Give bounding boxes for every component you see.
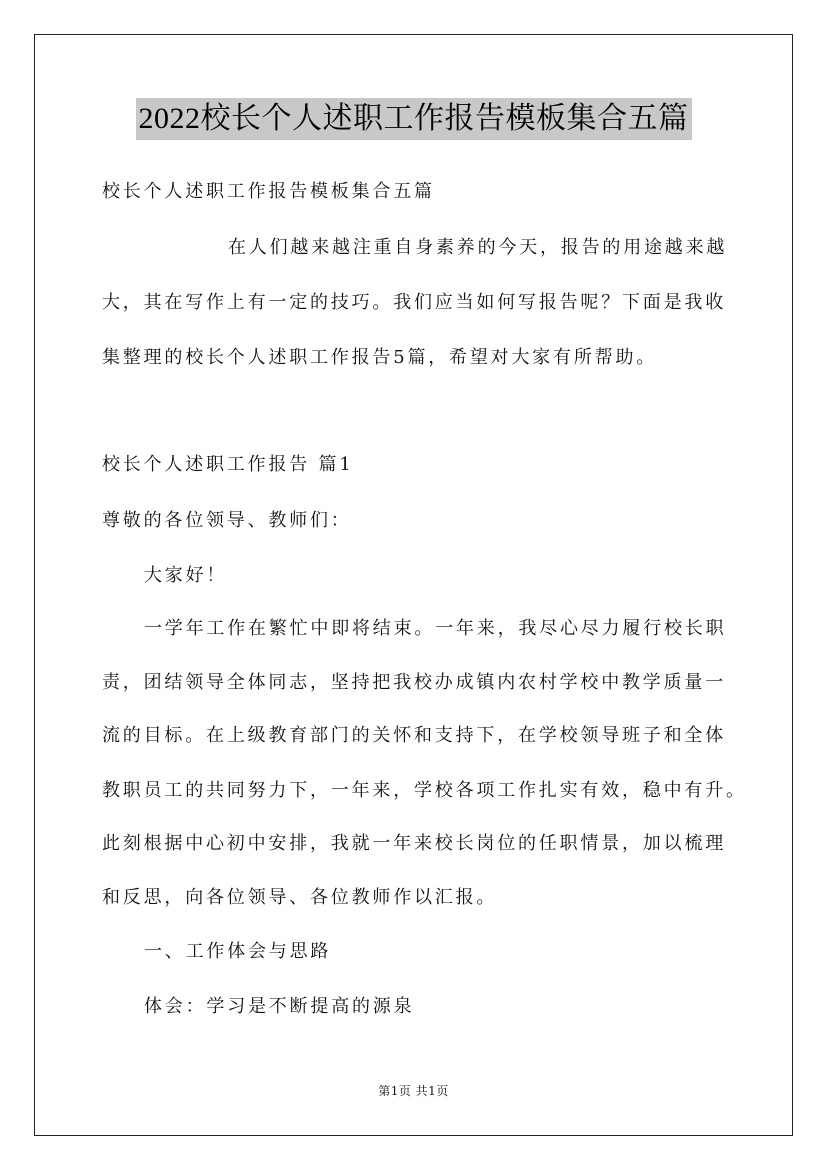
document-title: 2022校长个人述职工作报告模板集合五篇 xyxy=(136,98,692,140)
outline-subheading: 体会：学习是不断提高的源泉 xyxy=(144,996,415,1017)
greeting: 大家好！ xyxy=(144,565,228,586)
section-heading: 校长个人述职工作报告 篇1 xyxy=(102,454,354,475)
body-line-5: 此刻根据中心初中安排，我就一年来校长岗位的任职情景，加以梳理 xyxy=(102,833,726,854)
body-line-2: 责，团结领导全体同志，坚持把我校办成镇内农村学校中教学质量一 xyxy=(102,672,726,693)
body-line-6: 和反思，向各位领导、各位教师作以汇报。 xyxy=(102,887,498,908)
body-line-4: 教职员工的共同努力下，一年来，学校各项工作扎实有效，稳中有升。 xyxy=(102,780,747,801)
intro-line-2: 大，其在写作上有一定的技巧。我们应当如何写报告呢？下面是我收 xyxy=(102,292,726,313)
salutation: 尊敬的各位领导、教师们： xyxy=(102,510,352,531)
title-container xyxy=(0,98,827,140)
page-number: 第1页 共1页 xyxy=(378,1084,449,1098)
body-line-3: 流的目标。在上级教育部门的关怀和支持下，在学校领导班子和全体 xyxy=(102,725,726,746)
outline-heading: 一、工作体会与思路 xyxy=(144,941,332,962)
intro-line-3: 集整理的校长个人述职工作报告5篇，希望对大家有所帮助。 xyxy=(102,347,658,368)
intro-line-1: 在人们越来越注重自身素养的今天，报告的用途越来越 xyxy=(228,237,728,258)
body-line-1: 一学年工作在繁忙中即将结束。一年来，我尽心尽力履行校长职 xyxy=(144,618,727,639)
document-subtitle: 校长个人述职工作报告模板集合五篇 xyxy=(102,181,435,202)
